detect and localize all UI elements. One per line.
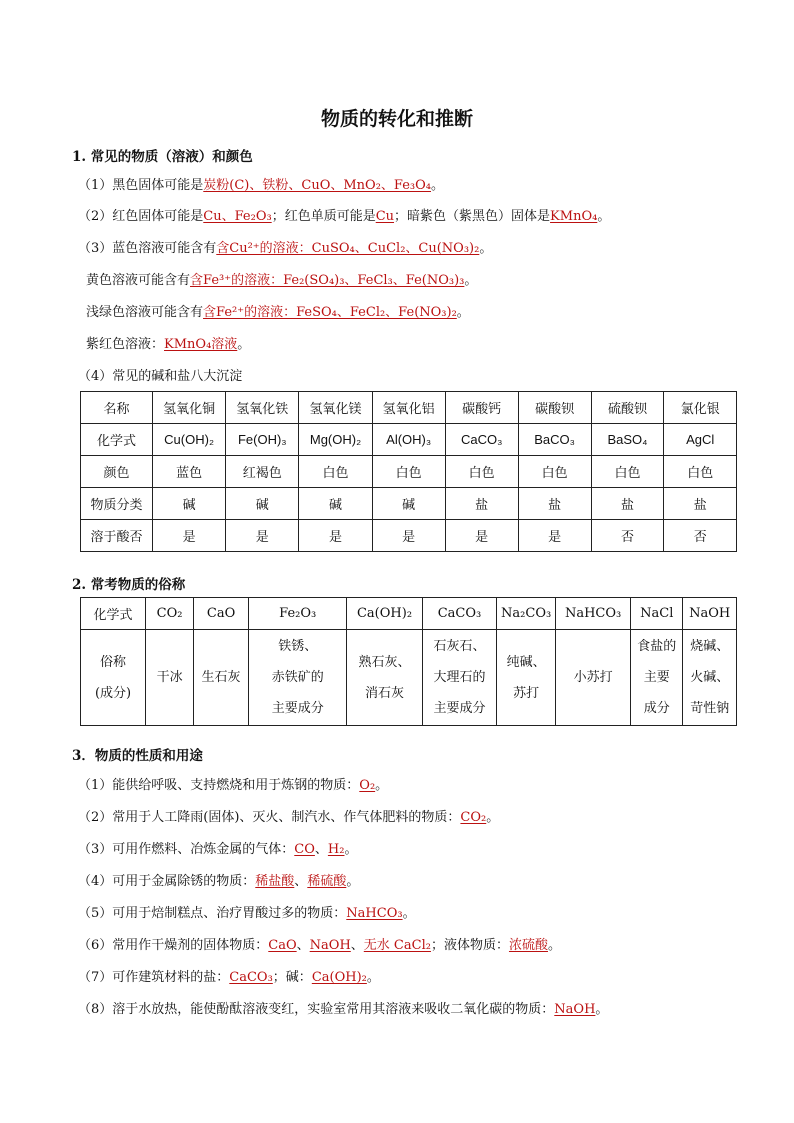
s3-item-5 bbox=[78, 905, 416, 923]
s1-item-1-end: 。 bbox=[431, 178, 445, 193]
s1-item-7: （4）常见的碱和盐八大沉淀 bbox=[78, 369, 243, 384]
s3-item-1-answer: O₂ bbox=[359, 778, 376, 793]
s3-item-6-answer-c: 无水 CaCl₂ bbox=[363, 938, 431, 953]
s3-item-5-text: （5）可用于焙制糕点、治疗胃酸过多的物质： bbox=[78, 906, 347, 921]
common-name-cell bbox=[146, 630, 194, 726]
precipitate-cell: 盐 bbox=[664, 488, 737, 520]
s3-item-2-end: 。 bbox=[486, 810, 500, 825]
precipitate-row bbox=[81, 392, 737, 424]
precipitate-cell: 盐 bbox=[445, 488, 518, 520]
s3-item-6-end: 。 bbox=[547, 938, 561, 953]
s3-item-6-sep: 、 bbox=[296, 938, 310, 953]
section-2-heading: 2. 常考物质的俗称 bbox=[72, 577, 186, 593]
s1-item-4 bbox=[86, 272, 477, 290]
s1-item-1-text: （1）黑色固体可能是 bbox=[78, 178, 204, 193]
s3-item-3-text: （3）可用作燃料、冶炼金属的气体： bbox=[78, 842, 295, 857]
s1-item-6-end: 。 bbox=[237, 337, 251, 352]
precipitate-row-label: 溶于酸否 bbox=[81, 520, 153, 552]
precipitate-cell: 碳酸钙 bbox=[445, 392, 518, 424]
s1-item-3-answer: 含Cu²⁺的溶液：CuSO₄、CuCl₂、Cu(NO₃)₂ bbox=[216, 241, 480, 256]
s3-item-7-text-b: ；碱： bbox=[272, 970, 312, 985]
common-names-table bbox=[80, 597, 737, 726]
s3-item-6-answer-d: 浓硫酸 bbox=[508, 938, 548, 953]
precipitate-row bbox=[81, 456, 737, 488]
precipitate-cell: 白色 bbox=[299, 456, 372, 488]
s1-item-5-end: 。 bbox=[456, 305, 470, 320]
s3-item-4-text: （4）可用于金属除锈的物质： bbox=[78, 874, 256, 889]
precipitate-cell: 碱 bbox=[372, 488, 445, 520]
precipitate-cell: 白色 bbox=[518, 456, 591, 488]
precipitate-cell: Cu(OH)₂ bbox=[152, 424, 225, 456]
formula-header-cell: Ca(OH)₂ bbox=[347, 598, 422, 630]
common-name-cell bbox=[347, 630, 422, 726]
s3-item-1-end: 。 bbox=[375, 778, 389, 793]
common-name-line: 生石灰 bbox=[201, 670, 241, 685]
precipitate-row-label: 物质分类 bbox=[81, 488, 153, 520]
s3-item-2 bbox=[78, 809, 499, 827]
s1-item-6-text: 紫红色溶液： bbox=[86, 337, 165, 352]
common-name-line: 大理石的 bbox=[433, 670, 486, 685]
precipitate-cell: 碳酸钡 bbox=[518, 392, 591, 424]
s1-item-6-answer: KMnO₄溶液 bbox=[164, 337, 238, 352]
precipitate-cell: 是 bbox=[299, 520, 372, 552]
common-names-row bbox=[81, 630, 737, 726]
precipitate-cell: 硫酸钡 bbox=[591, 392, 664, 424]
s3-item-3 bbox=[78, 841, 357, 859]
s3-item-4-answer: 稀盐酸 bbox=[255, 874, 295, 889]
common-name-line: 铁锈、 bbox=[278, 639, 318, 654]
s3-item-8 bbox=[78, 1001, 608, 1019]
s3-item-3-answer-b: H₂ bbox=[327, 842, 345, 857]
s1-item-3-end: 。 bbox=[479, 241, 493, 256]
formula-header-cell: NaOH bbox=[683, 598, 737, 630]
s1-item-2-end: 。 bbox=[597, 209, 611, 224]
s3-item-6-answer-b: NaOH bbox=[309, 938, 351, 953]
precipitate-cell: 是 bbox=[226, 520, 299, 552]
precipitate-cell: 否 bbox=[664, 520, 737, 552]
common-name-cell bbox=[422, 630, 497, 726]
common-name-line: 烧碱、 bbox=[690, 639, 730, 654]
formula-header-cell: NaHCO₃ bbox=[555, 598, 630, 630]
formula-header-cell: NaCl bbox=[631, 598, 683, 630]
common-names-row-label bbox=[81, 630, 146, 726]
common-name-line: 消石灰 bbox=[365, 685, 405, 701]
common-names-header-row bbox=[81, 598, 737, 630]
s1-item-2-text-c: ；暗紫色（紫黑色）固体是 bbox=[394, 209, 551, 224]
precipitate-cell: 氯化银 bbox=[664, 392, 737, 424]
precipitate-cell: 白色 bbox=[445, 456, 518, 488]
s1-item-1-answer: 炭粉(C)、铁粉、CuO、MnO₂、Fe₃O₄ bbox=[203, 178, 431, 193]
common-name-line: 熟石灰、 bbox=[358, 654, 411, 670]
precipitate-cell: 盐 bbox=[518, 488, 591, 520]
common-name-line: 火碱、 bbox=[690, 670, 730, 685]
s3-item-6-sep-b: 、 bbox=[350, 938, 364, 953]
precipitate-cell: 碱 bbox=[299, 488, 372, 520]
s1-item-4-end: 。 bbox=[464, 273, 478, 288]
precipitate-cell: 是 bbox=[445, 520, 518, 552]
precipitate-cell: 氢氧化铁 bbox=[226, 392, 299, 424]
precipitate-row-label: 化学式 bbox=[81, 424, 153, 456]
formula-header-cell: Fe₂O₃ bbox=[249, 598, 347, 630]
formula-header-cell: CaCO₃ bbox=[422, 598, 497, 630]
precipitate-cell: 碱 bbox=[152, 488, 225, 520]
s3-item-5-end: 。 bbox=[402, 906, 416, 921]
precipitate-cell: 白色 bbox=[591, 456, 664, 488]
s3-item-8-end: 。 bbox=[595, 1002, 609, 1017]
s1-item-1 bbox=[78, 177, 444, 195]
s3-item-8-text: （8）溶于水放热，能使酚酞溶液变红，实验室常用其溶液来吸收二氧化碳的物质： bbox=[78, 1002, 555, 1017]
s1-item-2-text: （2）红色固体可能是 bbox=[78, 209, 204, 224]
precipitate-cell: CaCO₃ bbox=[445, 424, 518, 456]
precipitate-cell: BaCO₃ bbox=[518, 424, 591, 456]
common-name-line: 主要成分 bbox=[271, 701, 324, 716]
s1-item-2-answer: Cu、Fe₂O₃ bbox=[203, 209, 272, 224]
precipitate-cell: 白色 bbox=[372, 456, 445, 488]
common-name-line: 赤铁矿的 bbox=[271, 670, 324, 685]
s1-item-3 bbox=[78, 240, 492, 258]
s3-item-3-end: 。 bbox=[344, 842, 358, 857]
s3-item-1 bbox=[78, 777, 388, 795]
precipitate-cell: 氢氧化镁 bbox=[299, 392, 372, 424]
section-1-heading: 1. 常见的物质（溶液）和颜色 bbox=[72, 149, 253, 165]
s1-item-3-text: （3）蓝色溶液可能含有 bbox=[78, 241, 217, 256]
common-name-line: 干冰 bbox=[156, 670, 183, 685]
common-name-line: 成分 bbox=[643, 701, 670, 716]
s3-item-6-text-b: ；液体物质： bbox=[430, 938, 509, 953]
s1-item-2-answer-c: KMnO₄ bbox=[550, 209, 598, 224]
common-name-line: 石灰石、 bbox=[433, 639, 486, 654]
common-name-line: 食盐的 bbox=[637, 639, 677, 654]
precipitate-row bbox=[81, 488, 737, 520]
s3-item-4 bbox=[78, 873, 359, 891]
precipitate-cell: Al(OH)₃ bbox=[372, 424, 445, 456]
s3-item-1-text: （1）能供给呼吸、支持燃烧和用于炼钢的物质： bbox=[78, 778, 360, 793]
precipitate-cell: 白色 bbox=[664, 456, 737, 488]
precipitate-cell: BaSO₄ bbox=[591, 424, 664, 456]
s1-item-5-answer: 含Fe²⁺的溶液：FeSO₄、FeCl₂、Fe(NO₃)₂ bbox=[203, 305, 457, 320]
s1-item-6 bbox=[86, 336, 250, 354]
common-name-line: 主要成分 bbox=[433, 701, 486, 716]
formula-header-cell: CaO bbox=[194, 598, 249, 630]
section-3-heading: 3．物质的性质和用途 bbox=[72, 748, 203, 764]
common-names-header-label: 化学式 bbox=[81, 598, 146, 630]
common-name-line: 苏打 bbox=[513, 685, 540, 701]
precipitate-cell: Fe(OH)₃ bbox=[226, 424, 299, 456]
precipitate-cell: 是 bbox=[152, 520, 225, 552]
page-title: 物质的转化和推断 bbox=[320, 108, 473, 130]
s3-item-5-answer: NaHCO₃ bbox=[346, 906, 403, 921]
precipitate-cell: 红褐色 bbox=[226, 456, 299, 488]
precipitate-cell: 氢氧化铜 bbox=[152, 392, 225, 424]
common-name-cell bbox=[194, 630, 249, 726]
precipitate-cell: 氢氧化铝 bbox=[372, 392, 445, 424]
s3-item-4-answer-b: 稀硫酸 bbox=[307, 874, 347, 889]
precipitate-row-label: 名称 bbox=[81, 392, 153, 424]
row-label-line: (成分) bbox=[94, 685, 132, 701]
s3-item-7-end: 。 bbox=[366, 970, 380, 985]
formula-header-cell: Na₂CO₃ bbox=[497, 598, 556, 630]
precipitate-table bbox=[80, 391, 737, 552]
common-name-cell bbox=[497, 630, 556, 726]
s3-item-7-answer-b: Ca(OH)₂ bbox=[311, 970, 367, 985]
row-label-line: 俗称 bbox=[100, 654, 127, 670]
s3-item-6 bbox=[78, 937, 561, 955]
precipitate-cell: Mg(OH)₂ bbox=[299, 424, 372, 456]
s3-item-8-answer: NaOH bbox=[554, 1002, 596, 1017]
s3-item-6-text: （6）常用作干燥剂的固体物质： bbox=[78, 938, 269, 953]
s3-item-2-answer: CO₂ bbox=[460, 810, 487, 825]
precipitate-cell: 否 bbox=[591, 520, 664, 552]
precipitate-cell: 盐 bbox=[591, 488, 664, 520]
precipitate-row bbox=[81, 520, 737, 552]
common-name-cell bbox=[249, 630, 347, 726]
s3-item-6-answer: CaO bbox=[268, 938, 297, 953]
s3-item-3-sep: 、 bbox=[314, 842, 328, 857]
s3-item-7-text: （7）可作建筑材料的盐： bbox=[78, 970, 230, 985]
s3-item-7-answer: CaCO₃ bbox=[229, 970, 273, 985]
formula-header-cell: CO₂ bbox=[146, 598, 194, 630]
s1-item-4-answer: 含Fe³⁺的溶液：Fe₂(SO₄)₃、FeCl₃、Fe(NO₃)₃ bbox=[190, 273, 465, 288]
s1-item-2-text-b: ；红色单质可能是 bbox=[271, 209, 376, 224]
precipitate-cell: 蓝色 bbox=[152, 456, 225, 488]
common-name-line: 主要 bbox=[643, 670, 670, 685]
common-name-line: 纯碱、 bbox=[506, 654, 546, 670]
precipitate-row-label: 颜色 bbox=[81, 456, 153, 488]
common-name-cell bbox=[631, 630, 683, 726]
s1-item-4-text: 黄色溶液可能含有 bbox=[86, 273, 191, 288]
precipitate-cell: 碱 bbox=[226, 488, 299, 520]
s3-item-4-end: 。 bbox=[346, 874, 360, 889]
common-name-cell bbox=[683, 630, 737, 726]
s3-item-2-text: （2）常用于人工降雨(固体)、灭火、制汽水、作气体肥料的物质： bbox=[78, 810, 461, 825]
s3-item-7 bbox=[78, 969, 380, 987]
common-name-line: 苛性钠 bbox=[690, 701, 730, 716]
precipitate-row bbox=[81, 424, 737, 456]
precipitate-cell: 是 bbox=[518, 520, 591, 552]
s1-item-2-answer-b: Cu bbox=[375, 209, 395, 224]
s1-item-5-text: 浅绿色溶液可能含有 bbox=[86, 305, 204, 320]
precipitate-cell: 是 bbox=[372, 520, 445, 552]
common-name-line: 小苏打 bbox=[573, 670, 613, 685]
common-name-cell bbox=[555, 630, 630, 726]
precipitate-cell: AgCl bbox=[664, 424, 737, 456]
s1-item-5 bbox=[86, 304, 470, 322]
s3-item-4-sep: 、 bbox=[294, 874, 308, 889]
s3-item-3-answer: CO bbox=[294, 842, 315, 857]
s1-item-2 bbox=[78, 208, 610, 226]
